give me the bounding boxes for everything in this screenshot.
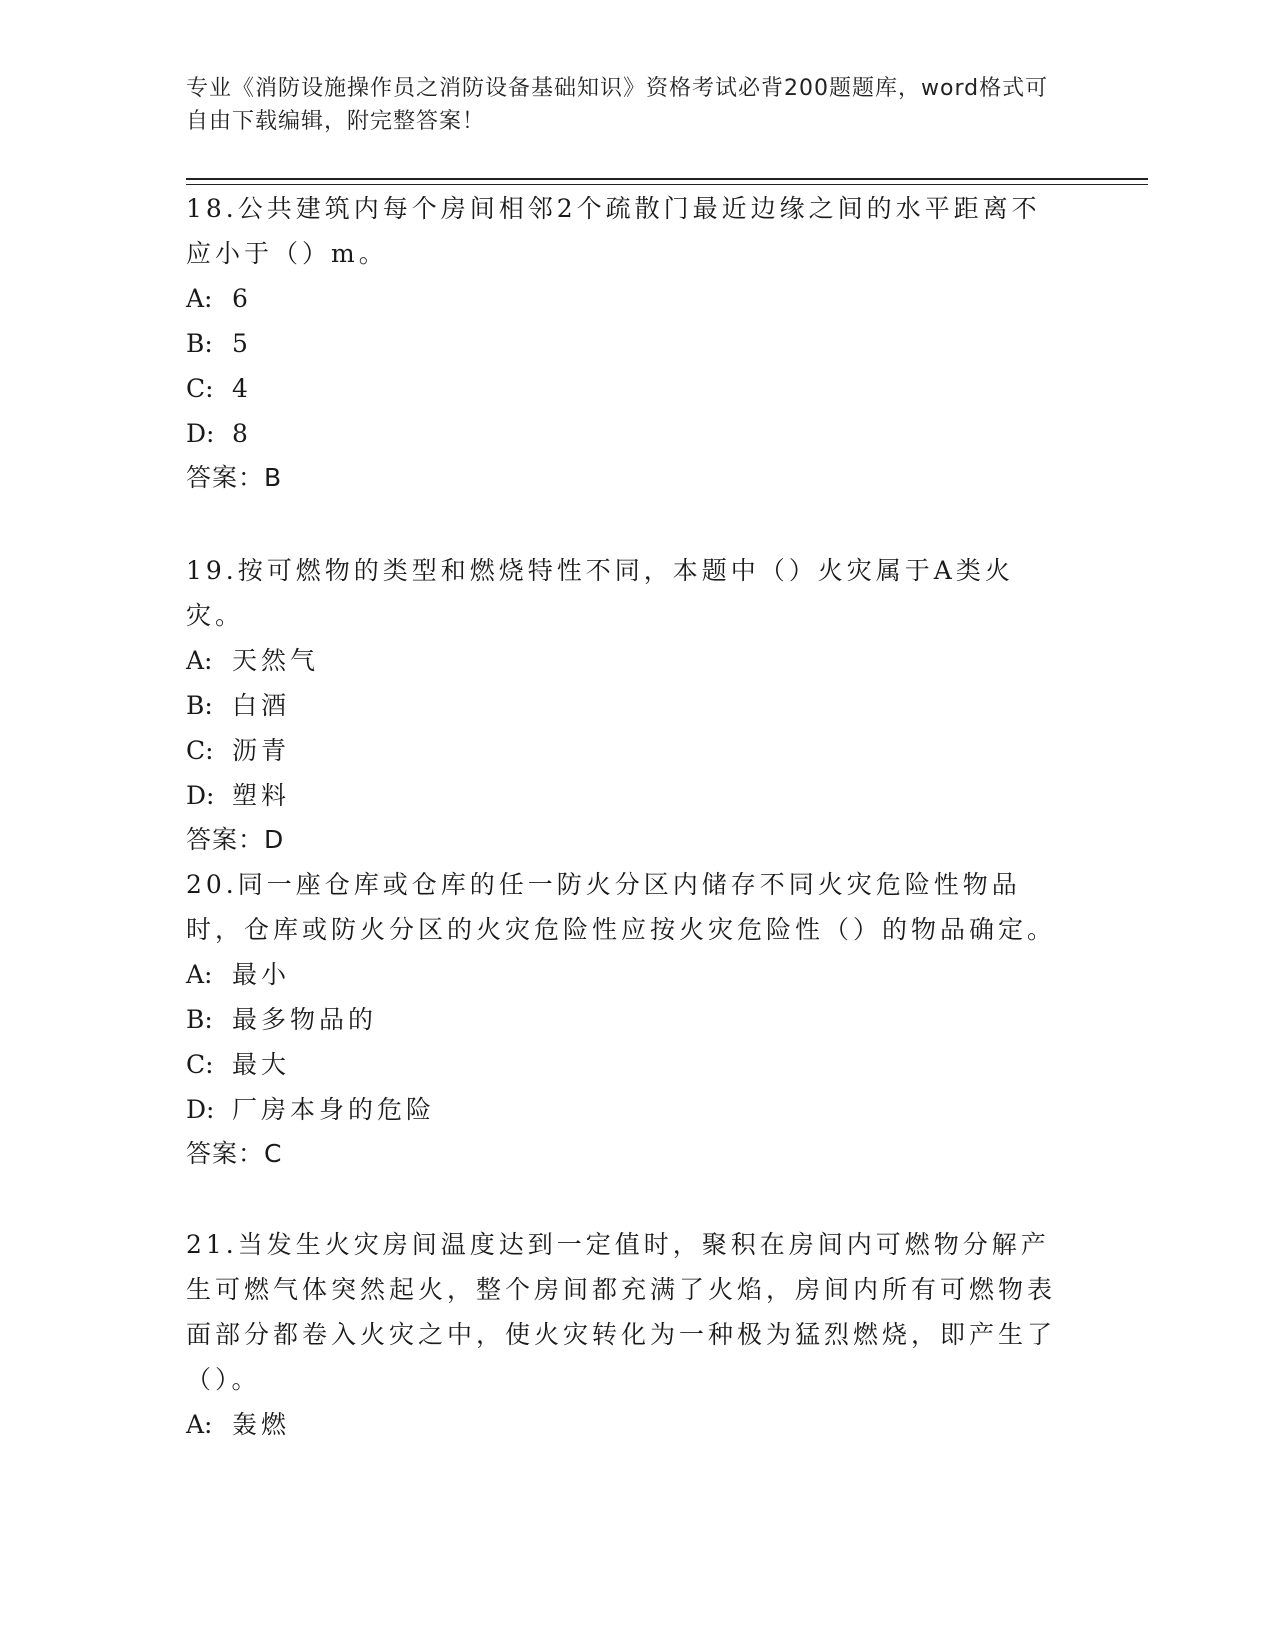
option-b xyxy=(186,997,1066,1042)
option-key: A: xyxy=(186,646,213,675)
option-key: C: xyxy=(186,1050,214,1079)
option-text: 8 xyxy=(232,419,252,448)
option-text: 4 xyxy=(232,374,252,403)
option-a xyxy=(186,1402,1066,1447)
question-stem: 20.同一座仓库或仓库的任一防火分区内储存不同火灾危险性物品时，仓库或防火分区的火灾危险性应按火灾危险性（）的物品确定。 xyxy=(186,870,1057,944)
option-key: A: xyxy=(186,1410,213,1439)
question-20 xyxy=(186,862,1066,1176)
option-text: 5 xyxy=(232,329,252,358)
answer-line: 答案：C xyxy=(186,1139,283,1168)
question-stem: 21.当发生火灾房间温度达到一定值时，聚积在房间内可燃物分解产生可燃气体突然起火，整个房间都充满了火焰，房间内所有可燃物表面部分都卷入火灾之中，使火灾转化为一种极为猛烈燃烧，即产生了（）。 xyxy=(186,1230,1057,1394)
option-d xyxy=(186,1087,1066,1132)
header-divider-thick xyxy=(186,178,1148,180)
question-stem: 19.按可燃物的类型和燃烧特性不同，本题中（）火灾属于A类火灾。 xyxy=(186,556,1014,630)
option-key: A: xyxy=(186,284,213,313)
option-b xyxy=(186,683,1066,728)
answer-line: 答案：B xyxy=(186,463,283,492)
option-d xyxy=(186,411,1066,456)
option-text: 最大 xyxy=(232,1050,291,1079)
option-c xyxy=(186,1042,1066,1087)
option-key: B: xyxy=(186,329,213,358)
option-text: 白酒 xyxy=(232,691,291,720)
option-a xyxy=(186,952,1066,997)
option-text: 沥青 xyxy=(232,736,291,765)
option-text: 6 xyxy=(232,284,252,313)
option-text: 最多物品的 xyxy=(232,1005,378,1034)
header-divider-thin xyxy=(186,184,1148,185)
option-key: C: xyxy=(186,374,214,403)
option-key: B: xyxy=(186,691,213,720)
option-key: D: xyxy=(186,419,215,448)
option-key: B: xyxy=(186,1005,213,1034)
question-19 xyxy=(186,548,1066,862)
option-text: 天然气 xyxy=(232,646,320,675)
option-key: A: xyxy=(186,960,213,989)
option-text: 最小 xyxy=(232,960,291,989)
question-18 xyxy=(186,186,1066,500)
option-key: D: xyxy=(186,781,215,810)
option-a xyxy=(186,276,1066,321)
option-d xyxy=(186,773,1066,818)
answer-line: 答案：D xyxy=(186,825,285,854)
header-title: 专业《消防设施操作员之消防设备基础知识》资格考试必背200题题库，word格式可自由下载编辑，附完整答案！ xyxy=(186,76,1049,134)
question-21 xyxy=(186,1222,1066,1447)
option-text: 塑料 xyxy=(232,781,291,810)
option-text: 轰燃 xyxy=(232,1410,291,1439)
option-key: D: xyxy=(186,1095,215,1124)
question-stem: 18.公共建筑内每个房间相邻2个疏散门最近边缘之间的水平距离不应小于（）m。 xyxy=(186,194,1041,268)
option-text: 厂房本身的危险 xyxy=(232,1095,436,1124)
option-b xyxy=(186,321,1066,366)
option-a xyxy=(186,638,1066,683)
option-c xyxy=(186,366,1066,411)
option-key: C: xyxy=(186,736,214,765)
option-c xyxy=(186,728,1066,773)
document-header xyxy=(186,72,1066,138)
